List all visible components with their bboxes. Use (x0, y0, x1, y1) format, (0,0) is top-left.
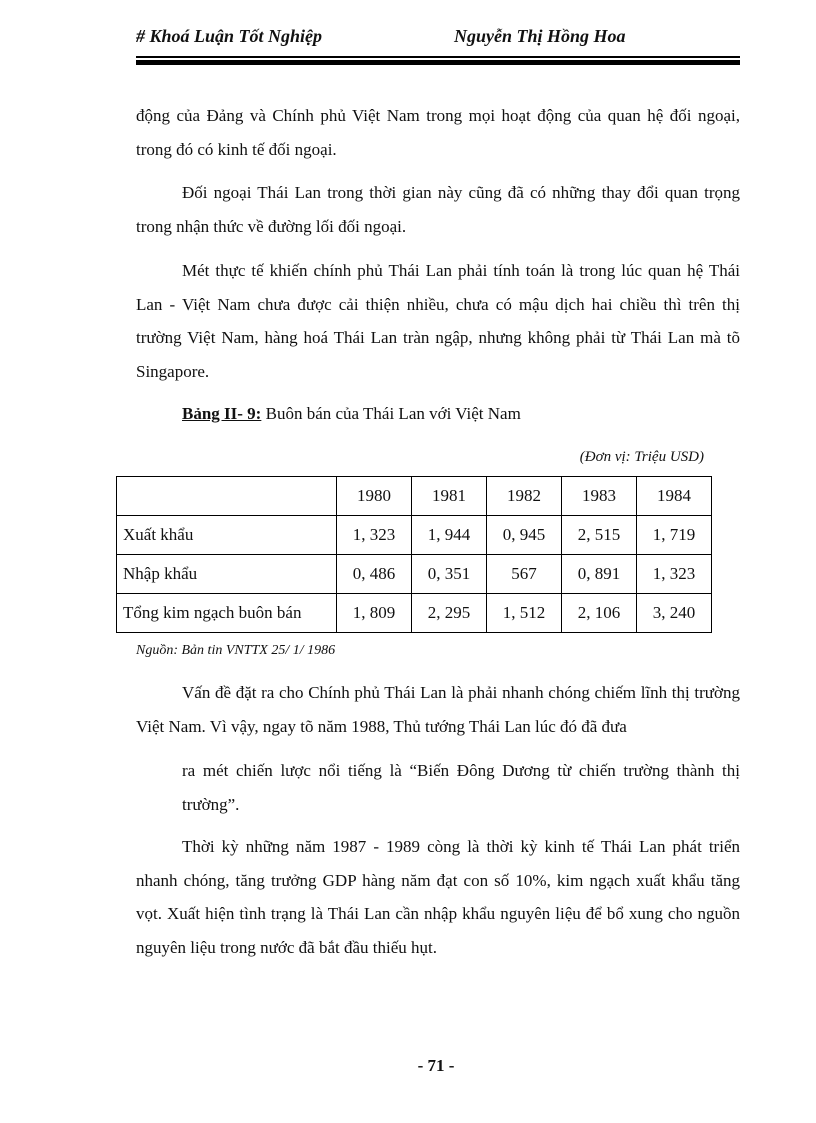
header-divider-thick (136, 60, 740, 65)
paragraph-trade-situation: Mét thực tế khiến chính phủ Thái Lan phải tính toán là trong lúc quan hệ Thái Lan - Việt Nam chưa được cải thiện nhiều, chưa có mậu dịch hai chiều thì trên thị trường Việt Nam, hàng hoá Thái Lan tràn ngập, nhưng không phải từ Thái Lan mà tõ Singapore. (136, 261, 740, 381)
header-author-name: Nguyễn Thị Hồng Hoa (454, 26, 626, 46)
table-cell: 1, 323 (337, 516, 412, 555)
table-cell: 0, 945 (487, 516, 562, 555)
table-cell: 1, 512 (487, 594, 562, 633)
trade-table (116, 476, 712, 633)
table-cell: 1, 809 (337, 594, 412, 633)
paragraph-strategy-quote: ra mét chiến lược nổi tiếng là “Biến Đông Dương từ chiến trường thành thị trường”. (182, 761, 740, 814)
header-thesis-title: # Khoá Luận Tốt Nghiệp (136, 26, 323, 46)
table-year-header: 1984 (637, 477, 712, 516)
table-cell: 0, 351 (412, 555, 487, 594)
page-header (136, 26, 740, 52)
table-cell: 0, 486 (337, 555, 412, 594)
table-cell: 3, 240 (637, 594, 712, 633)
table-unit-note: (Đơn vị: Triệu USD) (579, 449, 704, 465)
table-corner-cell (117, 477, 337, 516)
table-year-header: 1980 (337, 477, 412, 516)
table-cell: 567 (487, 555, 562, 594)
table-row (117, 555, 712, 594)
table-cell: 1, 719 (637, 516, 712, 555)
header-divider-thin (136, 56, 740, 58)
paragraph-thai-foreign-policy: Đối ngoại Thái Lan trong thời gian này cũng đã có những thay đổi quan trọng trong nhận thức về đường lối đối ngoại. (136, 183, 740, 236)
table-cell: 2, 515 (562, 516, 637, 555)
table-year-header: 1981 (412, 477, 487, 516)
page-number: - 71 - (417, 1056, 455, 1075)
table-source-note: Nguồn: Bản tin VNTTX 25/ 1/ 1986 (136, 643, 336, 658)
table-row (117, 516, 712, 555)
paragraph-continuation: động của Đảng và Chính phủ Việt Nam trong mọi hoạt động của quan hệ đối ngoại, trong đó có kinh tế đối ngoại. (136, 106, 740, 159)
table-cell: 1, 944 (412, 516, 487, 555)
table-row (117, 594, 712, 633)
table-cell: 2, 295 (412, 594, 487, 633)
table-year-header: 1983 (562, 477, 637, 516)
table-row-label: Tổng kim ngạch buôn bán (117, 594, 337, 633)
table-caption-text: Buôn bán của Thái Lan với Việt Nam (261, 404, 521, 423)
table-caption (182, 404, 521, 424)
table-header-row (117, 477, 712, 516)
table-caption-label: Bảng II- 9: (182, 404, 262, 423)
table-row-label: Xuất khẩu (117, 516, 337, 555)
table-row-label: Nhập khẩu (117, 555, 337, 594)
table-cell: 2, 106 (562, 594, 637, 633)
paragraph-economic-growth: Thời kỳ những năm 1987 - 1989 còng là thời kỳ kinh tế Thái Lan phát triển nhanh chóng, tăng trưởng GDP hàng năm đạt con số 10%, kim ngạch xuất khẩu tăng vọt. Xuất hiện tình trạng là Thái Lan cần nhập khẩu nguyên liệu để bổ xung cho nguồn nguyên liệu trong nước đã bắt đầu thiếu hụt. (136, 837, 740, 957)
paragraph-market-entry: Vấn đề đặt ra cho Chính phủ Thái Lan là phải nhanh chóng chiếm lĩnh thị trường Việt Nam. Vì vậy, ngay tõ năm 1988, Thủ tướng Thái Lan lúc đó đã đưa (136, 683, 740, 736)
table-cell: 0, 891 (562, 555, 637, 594)
table-cell: 1, 323 (637, 555, 712, 594)
table-year-header: 1982 (487, 477, 562, 516)
